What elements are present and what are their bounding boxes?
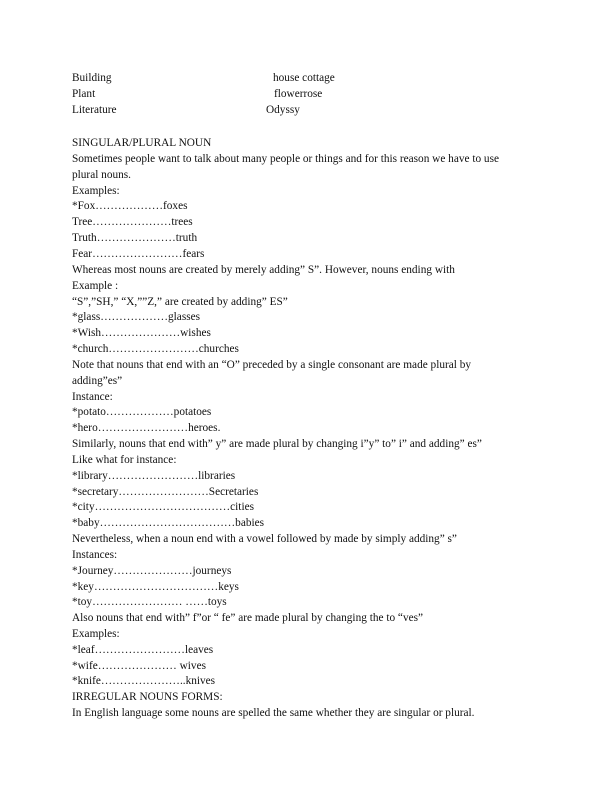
text-line: “S”,”SH,” “X,””Z,” are created by adding” ES” [72, 296, 288, 308]
section-heading: SINGULAR/PLURAL NOUN [72, 137, 212, 149]
text-line: Sometimes people want to talk about many people or things and for this reason we have to use [72, 153, 499, 165]
example-line: Fear……………………fears [72, 248, 205, 260]
example-line: *Fox………………foxes [72, 200, 188, 212]
text-line: Also nouns that end with” f”or “ fe” are made plural by changing the to “ves” [72, 612, 424, 624]
text-line: Example : [72, 280, 119, 292]
text-line: Note that nouns that end with an “O” preceded by a single consonant are made plural by [72, 359, 472, 371]
text-line: adding”es” [72, 375, 123, 387]
table-category-label: Building [72, 72, 112, 84]
example-line: Truth…………………truth [72, 232, 198, 244]
example-line: *knife…………………..knives [72, 675, 216, 687]
example-line: *Wish…………………wishes [72, 327, 211, 339]
text-line: plural nouns. [72, 169, 131, 181]
text-line: Whereas most nouns are created by merely adding” S”. However, nouns ending with [72, 264, 455, 276]
text-line: Instance: [72, 391, 113, 403]
table-category-label: Literature [72, 104, 117, 116]
example-line: *baby………………………………babies [72, 517, 265, 529]
example-line: *leaf……………………leaves [72, 644, 214, 656]
example-line: *key……………………………keys [72, 581, 239, 593]
table-example-label: flowerrose [274, 88, 323, 100]
example-line: *wife………………… wives [72, 660, 206, 672]
example-line: *potato………………potatoes [72, 406, 212, 418]
example-line: *glass………………glasses [72, 311, 201, 323]
example-line: *hero……………………heroes. [72, 422, 221, 434]
text-line: Examples: [72, 628, 120, 640]
example-line: *secretary……………………Secretaries [72, 486, 259, 498]
table-example-label: Odyssy [266, 104, 300, 116]
example-line: *church……………………churches [72, 343, 239, 355]
example-line: *city………………………………cities [72, 501, 254, 513]
text-line: Examples: [72, 185, 120, 197]
text-line: Nevertheless, when a noun end with a vowel followed by made by simply adding” s” [72, 533, 457, 545]
example-line: *Journey…………………journeys [72, 565, 232, 577]
example-line: Tree…………………trees [72, 216, 193, 228]
section-heading: IRREGULAR NOUNS FORMS: [72, 691, 223, 703]
text-line: In English language some nouns are spelled the same whether they are singular or plural. [72, 707, 475, 719]
example-line: *library……………………libraries [72, 470, 236, 482]
text-line: Like what for instance: [72, 454, 177, 466]
table-example-label: house cottage [273, 72, 335, 84]
table-category-label: Plant [72, 88, 96, 100]
text-line: Instances: [72, 549, 118, 561]
example-line: *toy…………………… ……toys [72, 596, 227, 608]
text-line: Similarly, nouns that end with” y” are made plural by changing i”y” to” i” and adding” es” [72, 438, 482, 450]
